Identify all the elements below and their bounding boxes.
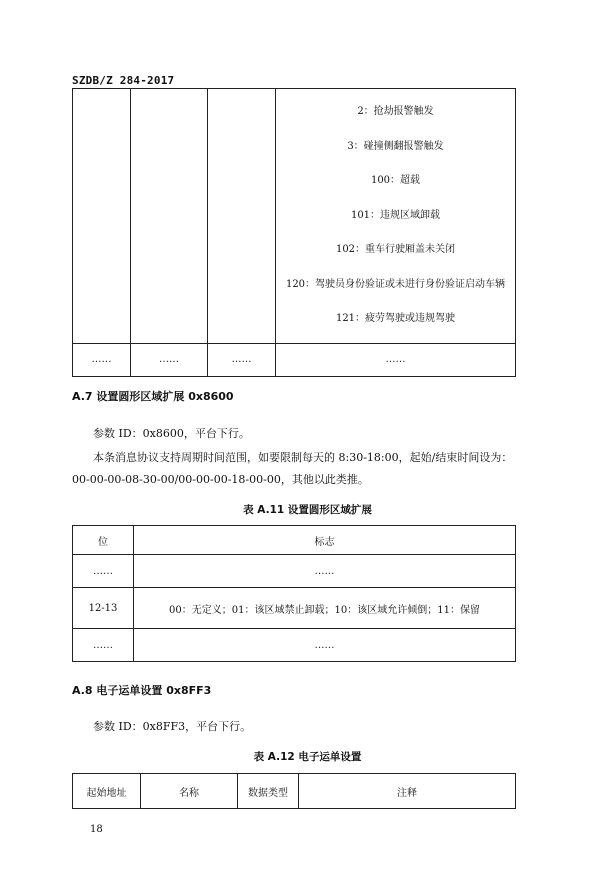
section-heading-a7: A.7 设置圆形区域扩展 0x8600 — [72, 390, 234, 403]
document-header: SZDB/Z 284-2017 — [72, 74, 175, 87]
header-cell-start-address: 起始地址 — [73, 774, 141, 809]
table-caption-a11: 表 A.11 设置圆形区域扩展 — [243, 504, 372, 516]
reason-item: 102：重车行驶厢盖未关闭 — [335, 244, 456, 255]
reason-item: 121：疲劳驾驶或违规驾驶 — [335, 313, 456, 324]
e-waybill-table — [72, 773, 516, 809]
ellipsis-cell: …… — [131, 343, 208, 376]
table-caption-a12: 表 A.12 电子运单设置 — [253, 751, 362, 763]
paragraph-a7-desc-line1: 本条消息协议支持周期时间范围，如要限制每天的 8:30-18:00，起始/结束时间设为： — [93, 451, 513, 464]
ellipsis-cell: …… — [276, 343, 516, 376]
header-cell-name: 名称 — [141, 774, 238, 809]
paragraph-a7-desc-line2: 00-00-00-08-30-00/00-00-00-18-00-00，其他以此类推。 — [72, 473, 369, 486]
table-cell: …… — [134, 629, 516, 662]
reason-item: 2：抢劫报警触发 — [357, 106, 434, 117]
paragraph-a8-param: 参数 ID：0x8FF3，平台下行。 — [93, 720, 252, 733]
circle-area-ext-table — [72, 525, 516, 662]
header-cell-bit: 位 — [73, 526, 134, 555]
paragraph-a7-param: 参数 ID：0x8600，平台下行。 — [93, 427, 250, 440]
table-cell: …… — [134, 555, 516, 588]
reason-list-cell — [276, 89, 516, 344]
header-cell-flag: 标志 — [134, 526, 516, 555]
reason-item: 100：超载 — [370, 175, 421, 186]
ellipsis-cell: …… — [208, 343, 276, 376]
reason-item: 101：违规区域卸载 — [350, 209, 441, 221]
empty-cell — [73, 89, 131, 344]
reason-item: 3：碰撞侧翻报警触发 — [347, 140, 444, 152]
section-heading-a8: A.8 电子运单设置 0x8FF3 — [72, 684, 212, 697]
table-cell: …… — [73, 555, 134, 588]
reason-item: 120：驾驶员身份验证或未进行身份验证启动车辆 — [285, 278, 506, 290]
table-cell: 12-13 — [73, 588, 134, 629]
table-cell: …… — [73, 629, 134, 662]
empty-cell — [131, 89, 208, 344]
alarm-reason-table-continued — [72, 88, 516, 377]
header-cell-data-type: 数据类型 — [238, 774, 299, 809]
empty-cell — [208, 89, 276, 344]
header-cell-notes: 注释 — [299, 774, 516, 809]
page-number: 18 — [90, 824, 103, 835]
table-cell: 00：无定义；01：该区域禁止卸载；10：该区域允许倾倒；11：保留 — [134, 588, 516, 629]
ellipsis-cell: …… — [73, 343, 131, 376]
